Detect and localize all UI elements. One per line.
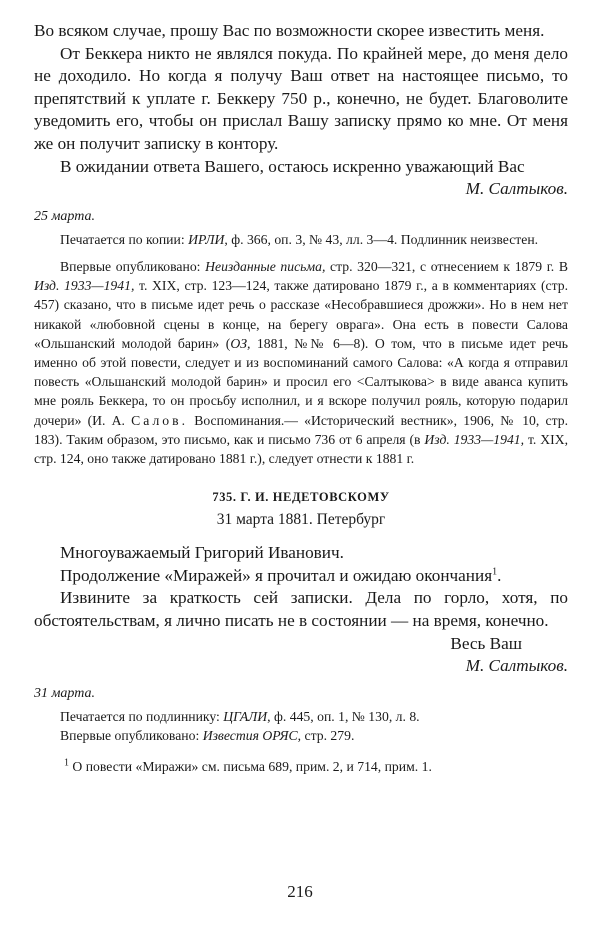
- salutation: Многоуважаемый Григорий Иванович.: [60, 543, 344, 563]
- signature: М. Салтыков.: [465, 656, 568, 676]
- publication-note: Впервые опубликовано: Известия ОРЯС, стр. 279.: [60, 727, 355, 743]
- letter-heading: 735. Г. И. НЕДЕТОВСКОМУ: [212, 490, 390, 505]
- letter-date: 25 марта.: [34, 208, 96, 224]
- source-note: Печатается по копии: ИРЛИ, ф. 366, оп. 3, № 43, лл. 3—4. Подлинник неизвестен.: [60, 231, 539, 247]
- letter-paragraph: Во всяком случае, прошу Вас по возможности скорее известить меня.: [34, 21, 545, 40]
- letter-dateline: 31 марта 1881. Петербург: [216, 511, 386, 529]
- source-note: Печатается по подлиннику: ЦГАЛИ, ф. 445, оп. 1, № 130, л. 8.: [60, 708, 420, 724]
- letter-paragraph: От Беккера никто не являлся покуда. По крайней мере, до меня дело не доходило. Но когда я получу Ваш ответ на настоящее письмо, то препятствий к уплате г. Беккеру 750 р., конечно, не будет. Благоволите уведомить его, чтобы он прислал Вашу записку прямо ко мне. От меня же он получит записку в контору.: [34, 43, 568, 153]
- letter-paragraph: Извините за краткость сей записки. Дела по горло, хотя, по обстоятельствам, я лично писать не в состоянии — на время, конечно.: [34, 588, 568, 630]
- letter-date: 31 марта.: [34, 685, 96, 701]
- letter-paragraph: Продолжение «Миражей» я прочитал и ожидаю окончания$^1$.: [60, 565, 502, 585]
- publication-note: Впервые опубликовано: Неизданные письма, стр. 320—321, с отнесением к 1879 г. В Изд. 1933—1941, т. XIX, стр. 123—124, также датировано 1879 г., а в комментариях (стр. 457) сказано, что в письме идет речь о рассказе «Несобравшиеся дрожжи». Но в нем нет никакой «любовной сцены в конце, на берегу оврага». Она есть в повести Салова «Ольшанский молодой барин» (ОЗ, 1881, №№ 6—8). О том, что в письме идет речь именно об этой повести, следует и из воспоминаний самого Салова: «А когда я отправил повесть «Ольшанский молодой барин» и просил его <Салтыкова> в виде аванса купить мне рояль Беккера, то он просьбу исполнил, и я вскоре получил рояль, которую подарил дочери» (И. А. Салов. Воспоминания.— «Исторический вестник», 1906, № 10, стр. 183). Таким образом, это письмо, как и письмо 736 от 6 апреля (в Изд. 1933—1941, т. XIX, стр. 124, оно также датировано 1881 г.), следует отнести к 1881 г.: [34, 258, 569, 466]
- letter-paragraph: В ожидании ответа Вашего, остаюсь искренно уважающий Вас: [60, 156, 525, 176]
- footnote-mark: 1: [492, 566, 498, 578]
- closing: Весь Ваш: [450, 633, 522, 653]
- page-number: 216: [287, 882, 313, 901]
- footnote: $^1$ О повести «Миражи» см. письма 689, прим. 2, и 714, прим. 1.: [64, 757, 432, 775]
- signature: М. Салтыков.: [465, 179, 568, 199]
- page-body: [34, 20, 568, 776]
